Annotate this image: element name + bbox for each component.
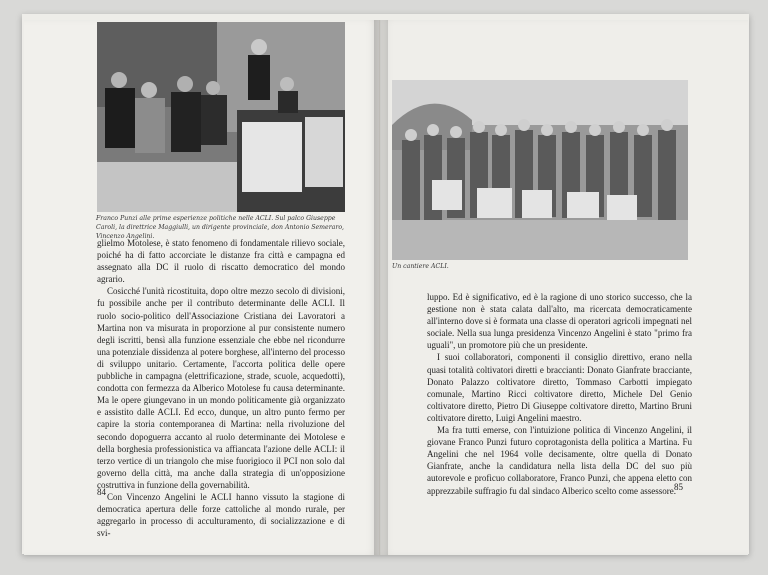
right-page-number: 85 [674, 482, 683, 492]
right-paragraph-1: luppo. Ed è significativo, ed è la ragione di uno storico successo, che la gestione non è stata calata dall'alto, ma ricercata democraticamente all'interno dove si è formata una classe di operatori agricoli impegnati nel sociale. Nella sua lunga presidenza Vincenzo Angelini è stato "primo fra uguali", un promotore più che un presidente. [427, 292, 692, 351]
left-paragraph-3: Con Vincenzo Angelini le ACLI hanno vissuto la stagione di democratica apertura delle forze cattoliche al mondo rurale, per aggregarlo in processo di acculturamento, di socializzazione e di svi- [97, 491, 345, 539]
book-spine [374, 20, 388, 555]
right-body-text [427, 291, 692, 497]
right-paragraph-3: Ma fra tutti emerse, con l'intuizione politica di Vincenzo Angelini, il giovane Franco Punzi futuro coprotagonista della politica a Martina. Fu Angelini che nel 1964 volle decisamente, oltre quella di Donato Gianfrate, anche la candidatura nella lista della DC del suo più autorevole e proficuo collaboratore, Franco Punzi, che appena eletto con apprezzabile suffragio fu dal sindaco Alberico scelto come assessore. [427, 425, 692, 496]
right-paragraph-2: I suoi collaboratori, componenti il consiglio direttivo, erano nella quasi totalità coltivatori diretti e braccianti: Donato Gianfrate bracciante, Donato Palazzo coltivatore diretto, Tommaso Carbotti impiegato comunale, Martino Ricci coltivatore diretto, Michele Del Genio coltivatore diretto, Pietro Di Giuseppe coltivatore diretto, Martino Bruni coltivatore diretto, Luigi Angelini maestro. [427, 352, 692, 423]
meeting-photo [97, 22, 345, 212]
workers-group-photo [392, 80, 688, 260]
left-paragraph-1: glielmo Motolese, è stato fenomeno di fondamentale rilievo sociale, poiché ha di fatto accorciate le distanze fra città e campagna ed assegnato alla DC il ruolo di riscatto democratico del mondo agrario. [97, 238, 345, 285]
left-paragraph-2: Cosicché l'unità ricostituita, dopo oltre mezzo secolo di divisioni, fu possibile anche per il contributo determinante delle ACLI. Il ruolo socio-politico dell'Associazione Cristiana dei Lavoratori a Martina non va misurata in proporzione al pur consistente numero degli iscritti, bensì alla funzione essenziale che ebbe nel ricondurre una potenziale dissidenza al potere borghese, all'interno del processo di sviluppo unitario. Certamente, l'accorta politica delle opere pubbliche in campagna (elettrificazione, strade, scuole, acquedotti), condotta con fermezza da Alberico Motolese fu causa determinante. Ma le opere giungevano in un mondo politicamente già organizzato e assistito dalle ACLI. Ed ecco, dunque, un altro punto fermo per capire la storia contemporanea di Martina: nella rivoluzione del secondo dopoguerra accanto al ruolo determinante dei Motolese e della borghesia professionistica va affiancata l'azione delle ACLI: il terzo vertice di un triangolo che mise fuorigioco il PCI non solo dal governo della città, ma anche dalla strategia di un'opposizione costruttiva in funzione della governabilità. [97, 286, 345, 490]
left-photo-caption: Franco Punzi alle prime esperienze politiche nelle ACLI. Sul palco Giuseppe Caroli, la direttrice Maggiulli, un dirigente provinciale, don Antonio Semeraro, Vincenzo Angelini. [96, 215, 345, 240]
right-photo-caption: Un cantiere ACLI. [392, 263, 449, 270]
left-page-number: 84 [97, 487, 106, 497]
meeting-photo-illustration [97, 22, 345, 212]
workers-photo-illustration [392, 80, 688, 260]
left-body-text [97, 237, 345, 539]
